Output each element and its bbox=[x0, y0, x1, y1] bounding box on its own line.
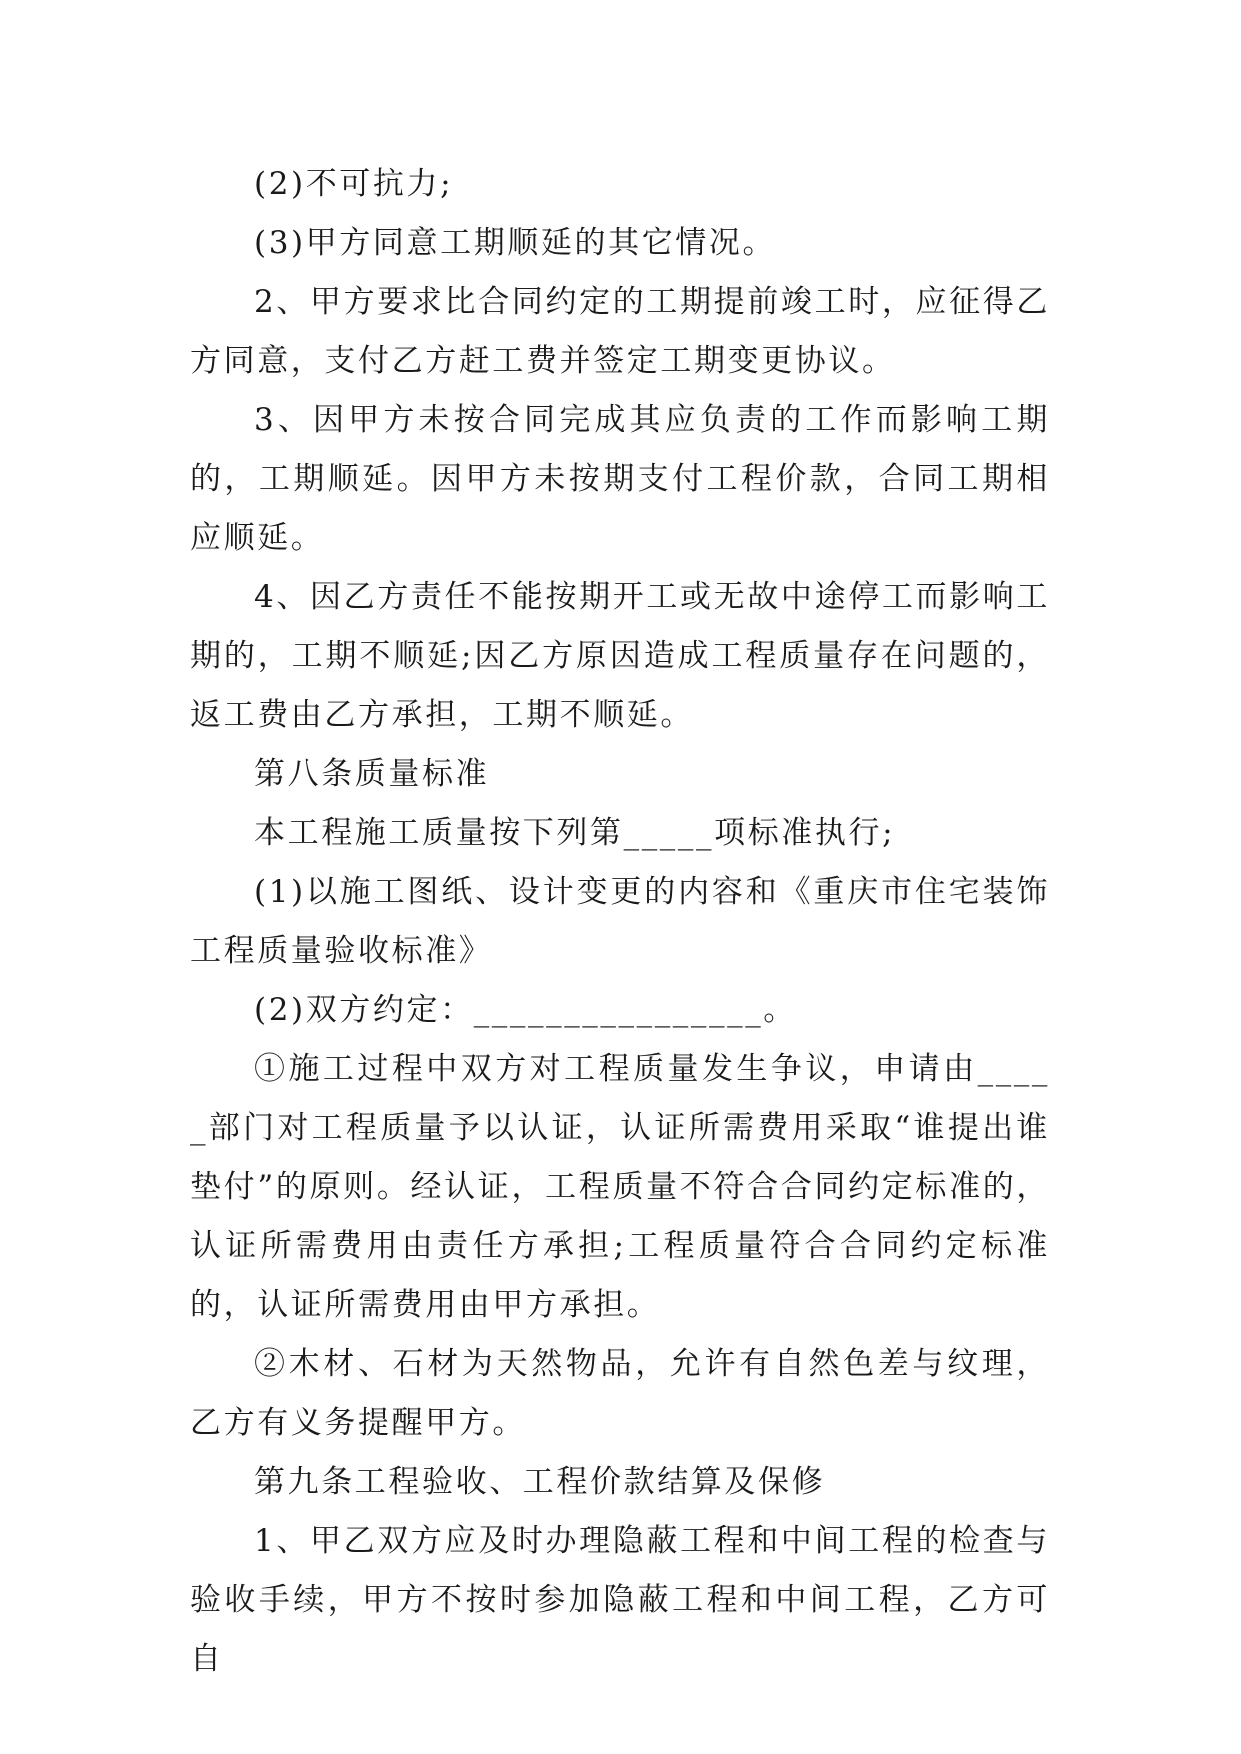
paragraph-quality-dispute: ①施工过程中双方对工程质量发生争议，申请由_____部门对工程质量予以认证，认证所需费用采取“谁提出谁垫付”的原则。经认证，工程质量不符合合同约定标准的，认证所需费用由责任方承担;工程质量符合合同约定标准的，认证所需费用由甲方承担。 bbox=[190, 1051, 1050, 1323]
document-page bbox=[190, 155, 1050, 1689]
paragraph-concealed-work-inspection: 1、甲乙双方应及时办理隐蔽工程和中间工程的检查与验收手续，甲方不按时参加隐蔽工程和中间工程，乙方可自 bbox=[190, 1523, 1050, 1677]
paragraph-party-b-delay: 4、因乙方责任不能按期开工或无故中途停工而影响工期的，工期不顺延;因乙方原因造成工程质量存在问题的，返工费由乙方承担，工期不顺延。 bbox=[190, 579, 1050, 733]
paragraph-quality-standard-choice: 本工程施工质量按下列第_____项标准执行; bbox=[254, 815, 896, 851]
section-heading-quality-standard: 第八条质量标准 bbox=[254, 756, 490, 792]
paragraph-other-extension: (3)甲方同意工期顺延的其它情况。 bbox=[254, 225, 777, 261]
paragraph-quality-standard-option-1: (1)以施工图纸、设计变更的内容和《重庆市住宅装饰工程质量验收标准》 bbox=[190, 874, 1050, 969]
paragraph-party-a-delay: 3、因甲方未按合同完成其应负责的工作而影响工期的，工期顺延。因甲方未按期支付工程价款，合同工期相应顺延。 bbox=[190, 402, 1050, 556]
paragraph-quality-standard-option-2: (2)双方约定：________________。 bbox=[254, 992, 797, 1028]
paragraph-natural-materials: ②木材、石材为天然物品，允许有自然色差与纹理，乙方有义务提醒甲方。 bbox=[190, 1346, 1050, 1441]
section-heading-acceptance-settlement: 第九条工程验收、工程价款结算及保修 bbox=[254, 1464, 826, 1500]
paragraph-force-majeure: (2)不可抗力; bbox=[254, 166, 454, 202]
paragraph-early-completion: 2、甲方要求比合同约定的工期提前竣工时，应征得乙方同意，支付乙方赶工费并签定工期变更协议。 bbox=[190, 284, 1050, 379]
